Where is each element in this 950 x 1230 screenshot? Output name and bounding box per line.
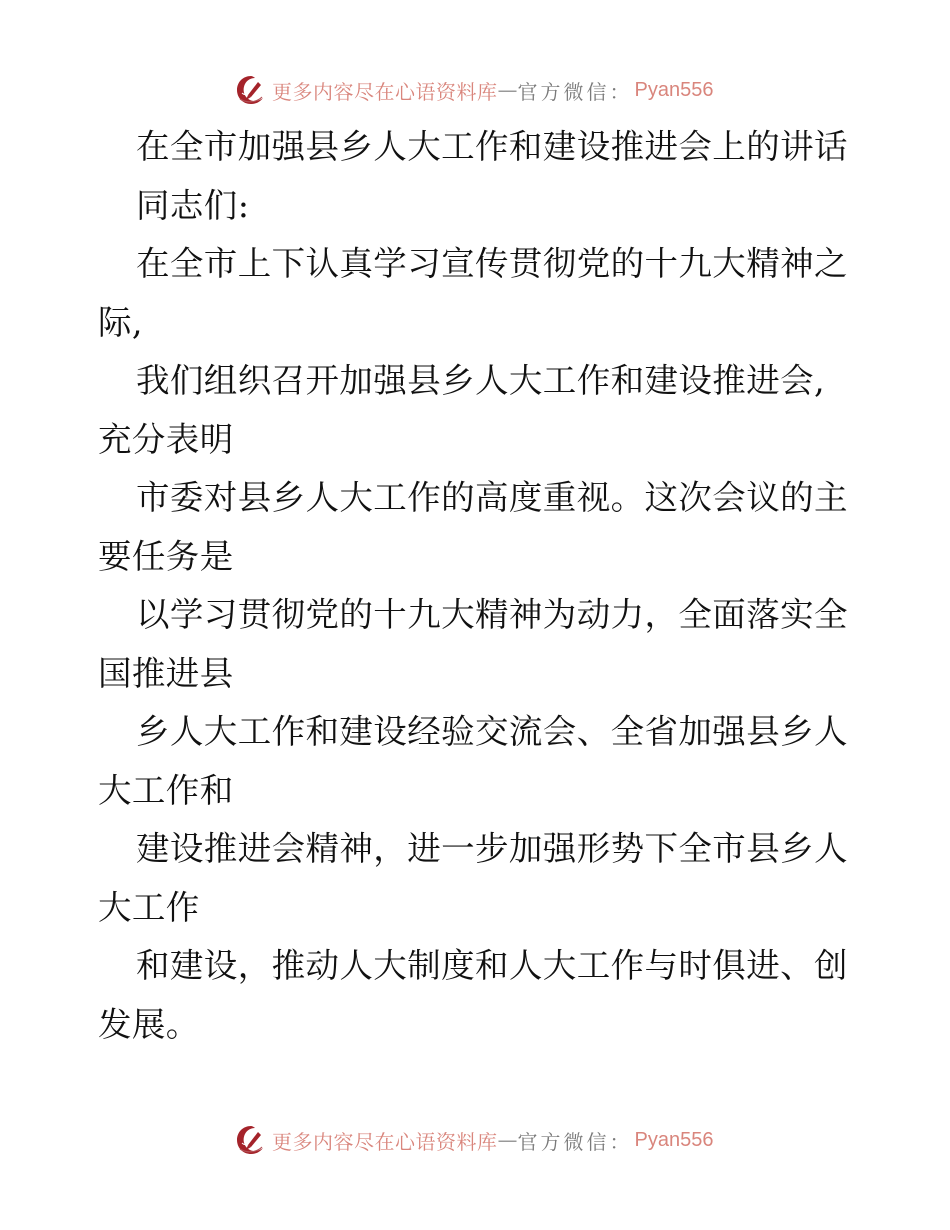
- paragraph-line: 在全市上下认真学习宣传贯彻党的十九大精神之: [136, 244, 848, 283]
- watermark-wechat-id: Pyan556: [634, 1128, 714, 1151]
- watermark-dash: —: [497, 1128, 518, 1152]
- paragraph-line: 际,: [98, 302, 143, 342]
- paragraph-line: 市委对县乡人大工作的高度重视。这次会议的主: [136, 478, 848, 517]
- pen-nib-logo-icon: [234, 73, 268, 107]
- paragraph-line: 乡人大工作和建设经验交流会、全省加强县乡人: [136, 712, 848, 751]
- document-title: 在全市加强县乡人大工作和建设推进会上的讲话: [136, 127, 848, 166]
- paragraph-line: 大工作和: [98, 770, 234, 810]
- paragraph-line: 国推进县: [98, 653, 234, 693]
- paragraph-line: 以学习贯彻党的十九大精神为动力，全面落实全: [136, 595, 848, 634]
- pen-nib-logo-icon: [234, 1123, 268, 1157]
- watermark-label: 官方微信：: [517, 79, 633, 104]
- salutation: 同志们:: [136, 185, 250, 225]
- paragraph-line: 和建设，推动人大制度和人大工作与时俱进、创: [136, 946, 848, 985]
- header-watermark: [234, 72, 713, 108]
- paragraph-line: 大工作: [98, 887, 200, 927]
- watermark-site-text: 更多内容尽在心语资料库: [272, 79, 498, 104]
- watermark-dash: —: [497, 78, 518, 102]
- paragraph-line: 建设推进会精神，进一步加强形势下全市县乡人: [136, 829, 848, 868]
- paragraph-line: 要任务是: [98, 536, 234, 576]
- paragraph-line: 发展。: [98, 1004, 200, 1044]
- paragraph-line: 充分表明: [98, 419, 234, 459]
- watermark-wechat-id: Pyan556: [634, 78, 714, 101]
- document-body: [98, 118, 868, 1054]
- footer-watermark: [234, 1122, 713, 1158]
- paragraph-line: 我们组织召开加强县乡人大工作和建设推进会,: [136, 361, 826, 400]
- watermark-site-text: 更多内容尽在心语资料库: [272, 1129, 498, 1154]
- watermark-label: 官方微信：: [517, 1129, 633, 1154]
